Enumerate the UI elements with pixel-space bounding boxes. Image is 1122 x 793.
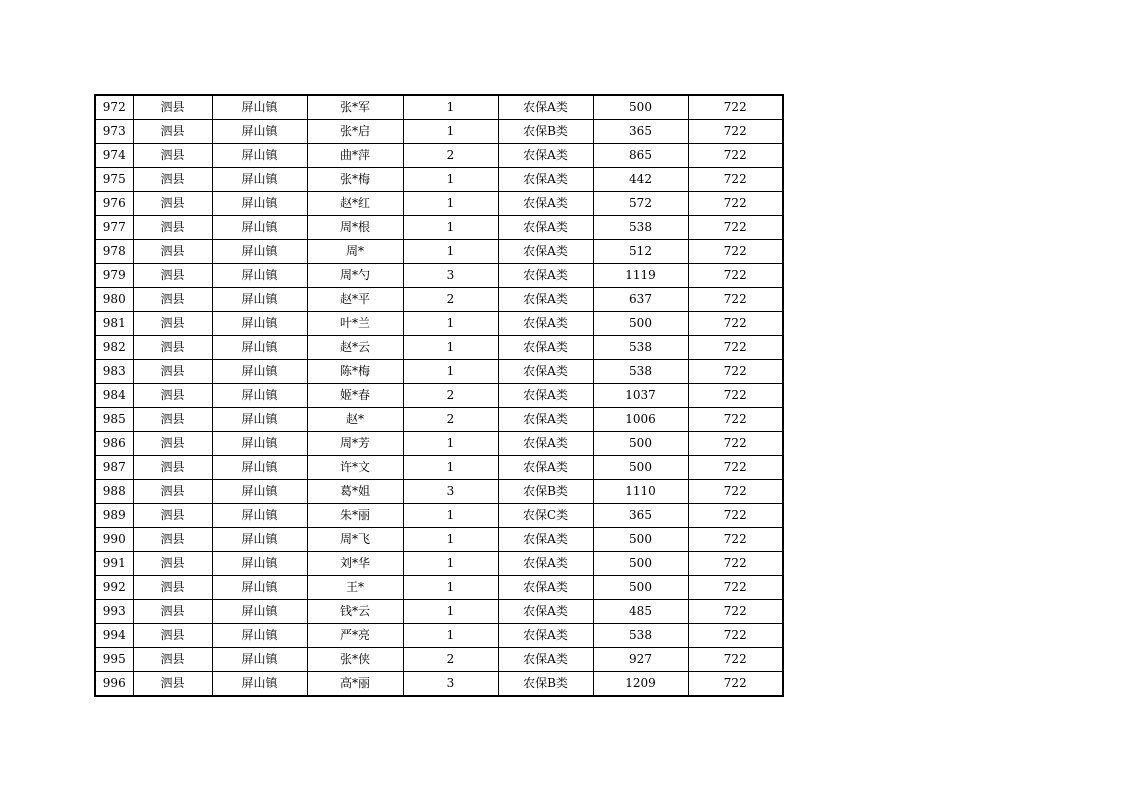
category-cell: 农保A类 bbox=[498, 552, 593, 576]
table-row bbox=[95, 384, 783, 408]
county-cell: 泗县 bbox=[133, 144, 212, 168]
name-cell: 高*丽 bbox=[307, 672, 403, 697]
table-row bbox=[95, 528, 783, 552]
row-number-cell: 976 bbox=[95, 192, 133, 216]
name-cell: 赵*平 bbox=[307, 288, 403, 312]
name-cell: 周*根 bbox=[307, 216, 403, 240]
town-cell: 屏山镇 bbox=[212, 95, 307, 120]
household-count-cell: 2 bbox=[403, 408, 498, 432]
county-cell: 泗县 bbox=[133, 456, 212, 480]
row-number-cell: 991 bbox=[95, 552, 133, 576]
town-cell: 屏山镇 bbox=[212, 528, 307, 552]
code-cell: 722 bbox=[688, 624, 783, 648]
category-cell: 农保A类 bbox=[498, 144, 593, 168]
category-cell: 农保A类 bbox=[498, 648, 593, 672]
amount-cell: 485 bbox=[593, 600, 688, 624]
household-count-cell: 1 bbox=[403, 120, 498, 144]
category-cell: 农保A类 bbox=[498, 168, 593, 192]
amount-cell: 365 bbox=[593, 504, 688, 528]
household-count-cell: 1 bbox=[403, 360, 498, 384]
code-cell: 722 bbox=[688, 264, 783, 288]
code-cell: 722 bbox=[688, 336, 783, 360]
table-row bbox=[95, 624, 783, 648]
category-cell: 农保A类 bbox=[498, 336, 593, 360]
amount-cell: 442 bbox=[593, 168, 688, 192]
category-cell: 农保A类 bbox=[498, 624, 593, 648]
household-count-cell: 1 bbox=[403, 240, 498, 264]
amount-cell: 500 bbox=[593, 312, 688, 336]
name-cell: 周*飞 bbox=[307, 528, 403, 552]
town-cell: 屏山镇 bbox=[212, 600, 307, 624]
town-cell: 屏山镇 bbox=[212, 408, 307, 432]
county-cell: 泗县 bbox=[133, 528, 212, 552]
category-cell: 农保A类 bbox=[498, 600, 593, 624]
row-number-cell: 980 bbox=[95, 288, 133, 312]
amount-cell: 500 bbox=[593, 95, 688, 120]
household-count-cell: 1 bbox=[403, 552, 498, 576]
name-cell: 葛*姐 bbox=[307, 480, 403, 504]
code-cell: 722 bbox=[688, 144, 783, 168]
row-number-cell: 988 bbox=[95, 480, 133, 504]
county-cell: 泗县 bbox=[133, 336, 212, 360]
county-cell: 泗县 bbox=[133, 552, 212, 576]
county-cell: 泗县 bbox=[133, 360, 212, 384]
row-number-cell: 972 bbox=[95, 95, 133, 120]
table-row bbox=[95, 168, 783, 192]
name-cell: 叶*兰 bbox=[307, 312, 403, 336]
code-cell: 722 bbox=[688, 95, 783, 120]
category-cell: 农保A类 bbox=[498, 95, 593, 120]
town-cell: 屏山镇 bbox=[212, 144, 307, 168]
amount-cell: 538 bbox=[593, 624, 688, 648]
table-row bbox=[95, 312, 783, 336]
name-cell: 张*侠 bbox=[307, 648, 403, 672]
table-row bbox=[95, 120, 783, 144]
row-number-cell: 996 bbox=[95, 672, 133, 697]
row-number-cell: 995 bbox=[95, 648, 133, 672]
code-cell: 722 bbox=[688, 120, 783, 144]
amount-cell: 1037 bbox=[593, 384, 688, 408]
row-number-cell: 979 bbox=[95, 264, 133, 288]
name-cell: 严*亮 bbox=[307, 624, 403, 648]
county-cell: 泗县 bbox=[133, 120, 212, 144]
row-number-cell: 989 bbox=[95, 504, 133, 528]
table-body bbox=[95, 95, 783, 696]
amount-cell: 637 bbox=[593, 288, 688, 312]
category-cell: 农保A类 bbox=[498, 216, 593, 240]
town-cell: 屏山镇 bbox=[212, 576, 307, 600]
name-cell: 许*文 bbox=[307, 456, 403, 480]
code-cell: 722 bbox=[688, 480, 783, 504]
town-cell: 屏山镇 bbox=[212, 360, 307, 384]
code-cell: 722 bbox=[688, 576, 783, 600]
household-count-cell: 2 bbox=[403, 144, 498, 168]
town-cell: 屏山镇 bbox=[212, 168, 307, 192]
town-cell: 屏山镇 bbox=[212, 504, 307, 528]
amount-cell: 1110 bbox=[593, 480, 688, 504]
category-cell: 农保A类 bbox=[498, 432, 593, 456]
amount-cell: 512 bbox=[593, 240, 688, 264]
amount-cell: 538 bbox=[593, 360, 688, 384]
code-cell: 722 bbox=[688, 600, 783, 624]
town-cell: 屏山镇 bbox=[212, 264, 307, 288]
county-cell: 泗县 bbox=[133, 95, 212, 120]
household-count-cell: 1 bbox=[403, 432, 498, 456]
table-row bbox=[95, 672, 783, 697]
code-cell: 722 bbox=[688, 168, 783, 192]
row-number-cell: 992 bbox=[95, 576, 133, 600]
table-row bbox=[95, 576, 783, 600]
county-cell: 泗县 bbox=[133, 480, 212, 504]
name-cell: 王* bbox=[307, 576, 403, 600]
name-cell: 张*军 bbox=[307, 95, 403, 120]
name-cell: 陈*梅 bbox=[307, 360, 403, 384]
code-cell: 722 bbox=[688, 312, 783, 336]
table-row bbox=[95, 288, 783, 312]
category-cell: 农保C类 bbox=[498, 504, 593, 528]
category-cell: 农保A类 bbox=[498, 408, 593, 432]
name-cell: 钱*云 bbox=[307, 600, 403, 624]
table-row bbox=[95, 456, 783, 480]
row-number-cell: 983 bbox=[95, 360, 133, 384]
row-number-cell: 984 bbox=[95, 384, 133, 408]
name-cell: 周*勺 bbox=[307, 264, 403, 288]
amount-cell: 365 bbox=[593, 120, 688, 144]
town-cell: 屏山镇 bbox=[212, 192, 307, 216]
name-cell: 张*启 bbox=[307, 120, 403, 144]
household-count-cell: 3 bbox=[403, 672, 498, 697]
row-number-cell: 978 bbox=[95, 240, 133, 264]
code-cell: 722 bbox=[688, 648, 783, 672]
county-cell: 泗县 bbox=[133, 192, 212, 216]
row-number-cell: 986 bbox=[95, 432, 133, 456]
county-cell: 泗县 bbox=[133, 168, 212, 192]
row-number-cell: 994 bbox=[95, 624, 133, 648]
name-cell: 张*梅 bbox=[307, 168, 403, 192]
county-cell: 泗县 bbox=[133, 264, 212, 288]
household-count-cell: 2 bbox=[403, 648, 498, 672]
household-count-cell: 1 bbox=[403, 600, 498, 624]
row-number-cell: 981 bbox=[95, 312, 133, 336]
town-cell: 屏山镇 bbox=[212, 624, 307, 648]
household-count-cell: 3 bbox=[403, 264, 498, 288]
table-row bbox=[95, 504, 783, 528]
row-number-cell: 993 bbox=[95, 600, 133, 624]
row-number-cell: 985 bbox=[95, 408, 133, 432]
town-cell: 屏山镇 bbox=[212, 456, 307, 480]
row-number-cell: 973 bbox=[95, 120, 133, 144]
data-table bbox=[94, 94, 784, 697]
table-row bbox=[95, 336, 783, 360]
household-count-cell: 3 bbox=[403, 480, 498, 504]
town-cell: 屏山镇 bbox=[212, 432, 307, 456]
category-cell: 农保A类 bbox=[498, 456, 593, 480]
household-count-cell: 1 bbox=[403, 95, 498, 120]
household-count-cell: 1 bbox=[403, 456, 498, 480]
household-count-cell: 1 bbox=[403, 216, 498, 240]
county-cell: 泗县 bbox=[133, 576, 212, 600]
table-row bbox=[95, 600, 783, 624]
amount-cell: 500 bbox=[593, 576, 688, 600]
table-row bbox=[95, 552, 783, 576]
code-cell: 722 bbox=[688, 528, 783, 552]
town-cell: 屏山镇 bbox=[212, 120, 307, 144]
row-number-cell: 975 bbox=[95, 168, 133, 192]
county-cell: 泗县 bbox=[133, 672, 212, 697]
town-cell: 屏山镇 bbox=[212, 288, 307, 312]
amount-cell: 1119 bbox=[593, 264, 688, 288]
name-cell: 赵* bbox=[307, 408, 403, 432]
amount-cell: 500 bbox=[593, 432, 688, 456]
name-cell: 曲*萍 bbox=[307, 144, 403, 168]
code-cell: 722 bbox=[688, 240, 783, 264]
town-cell: 屏山镇 bbox=[212, 312, 307, 336]
table-row bbox=[95, 192, 783, 216]
county-cell: 泗县 bbox=[133, 288, 212, 312]
category-cell: 农保A类 bbox=[498, 192, 593, 216]
table-row bbox=[95, 360, 783, 384]
name-cell: 姬*春 bbox=[307, 384, 403, 408]
household-count-cell: 1 bbox=[403, 168, 498, 192]
town-cell: 屏山镇 bbox=[212, 336, 307, 360]
name-cell: 赵*云 bbox=[307, 336, 403, 360]
table-row bbox=[95, 648, 783, 672]
amount-cell: 538 bbox=[593, 216, 688, 240]
table-row bbox=[95, 95, 783, 120]
amount-cell: 865 bbox=[593, 144, 688, 168]
name-cell: 周* bbox=[307, 240, 403, 264]
household-count-cell: 1 bbox=[403, 576, 498, 600]
code-cell: 722 bbox=[688, 432, 783, 456]
row-number-cell: 974 bbox=[95, 144, 133, 168]
county-cell: 泗县 bbox=[133, 432, 212, 456]
table-row bbox=[95, 216, 783, 240]
code-cell: 722 bbox=[688, 552, 783, 576]
household-count-cell: 2 bbox=[403, 384, 498, 408]
category-cell: 农保A类 bbox=[498, 264, 593, 288]
category-cell: 农保B类 bbox=[498, 480, 593, 504]
category-cell: 农保B类 bbox=[498, 120, 593, 144]
amount-cell: 500 bbox=[593, 456, 688, 480]
amount-cell: 500 bbox=[593, 552, 688, 576]
table-row bbox=[95, 240, 783, 264]
category-cell: 农保B类 bbox=[498, 672, 593, 697]
category-cell: 农保A类 bbox=[498, 528, 593, 552]
amount-cell: 500 bbox=[593, 528, 688, 552]
name-cell: 周*芳 bbox=[307, 432, 403, 456]
town-cell: 屏山镇 bbox=[212, 552, 307, 576]
county-cell: 泗县 bbox=[133, 312, 212, 336]
town-cell: 屏山镇 bbox=[212, 672, 307, 697]
household-count-cell: 1 bbox=[403, 336, 498, 360]
household-count-cell: 1 bbox=[403, 504, 498, 528]
name-cell: 赵*红 bbox=[307, 192, 403, 216]
code-cell: 722 bbox=[688, 408, 783, 432]
amount-cell: 927 bbox=[593, 648, 688, 672]
category-cell: 农保A类 bbox=[498, 576, 593, 600]
county-cell: 泗县 bbox=[133, 648, 212, 672]
table-row bbox=[95, 264, 783, 288]
household-count-cell: 1 bbox=[403, 528, 498, 552]
town-cell: 屏山镇 bbox=[212, 384, 307, 408]
code-cell: 722 bbox=[688, 456, 783, 480]
county-cell: 泗县 bbox=[133, 600, 212, 624]
amount-cell: 1209 bbox=[593, 672, 688, 697]
amount-cell: 1006 bbox=[593, 408, 688, 432]
town-cell: 屏山镇 bbox=[212, 240, 307, 264]
county-cell: 泗县 bbox=[133, 624, 212, 648]
town-cell: 屏山镇 bbox=[212, 480, 307, 504]
category-cell: 农保A类 bbox=[498, 312, 593, 336]
row-number-cell: 987 bbox=[95, 456, 133, 480]
county-cell: 泗县 bbox=[133, 216, 212, 240]
town-cell: 屏山镇 bbox=[212, 216, 307, 240]
table-row bbox=[95, 144, 783, 168]
category-cell: 农保A类 bbox=[498, 240, 593, 264]
amount-cell: 572 bbox=[593, 192, 688, 216]
amount-cell: 538 bbox=[593, 336, 688, 360]
household-count-cell: 1 bbox=[403, 312, 498, 336]
row-number-cell: 990 bbox=[95, 528, 133, 552]
table-row bbox=[95, 432, 783, 456]
category-cell: 农保A类 bbox=[498, 288, 593, 312]
code-cell: 722 bbox=[688, 360, 783, 384]
table-row bbox=[95, 480, 783, 504]
code-cell: 722 bbox=[688, 384, 783, 408]
town-cell: 屏山镇 bbox=[212, 648, 307, 672]
row-number-cell: 982 bbox=[95, 336, 133, 360]
county-cell: 泗县 bbox=[133, 240, 212, 264]
table-row bbox=[95, 408, 783, 432]
household-count-cell: 1 bbox=[403, 624, 498, 648]
name-cell: 刘*华 bbox=[307, 552, 403, 576]
code-cell: 722 bbox=[688, 504, 783, 528]
code-cell: 722 bbox=[688, 672, 783, 697]
category-cell: 农保A类 bbox=[498, 384, 593, 408]
county-cell: 泗县 bbox=[133, 504, 212, 528]
county-cell: 泗县 bbox=[133, 384, 212, 408]
category-cell: 农保A类 bbox=[498, 360, 593, 384]
row-number-cell: 977 bbox=[95, 216, 133, 240]
code-cell: 722 bbox=[688, 216, 783, 240]
code-cell: 722 bbox=[688, 288, 783, 312]
code-cell: 722 bbox=[688, 192, 783, 216]
name-cell: 朱*丽 bbox=[307, 504, 403, 528]
household-count-cell: 1 bbox=[403, 192, 498, 216]
household-count-cell: 2 bbox=[403, 288, 498, 312]
county-cell: 泗县 bbox=[133, 408, 212, 432]
